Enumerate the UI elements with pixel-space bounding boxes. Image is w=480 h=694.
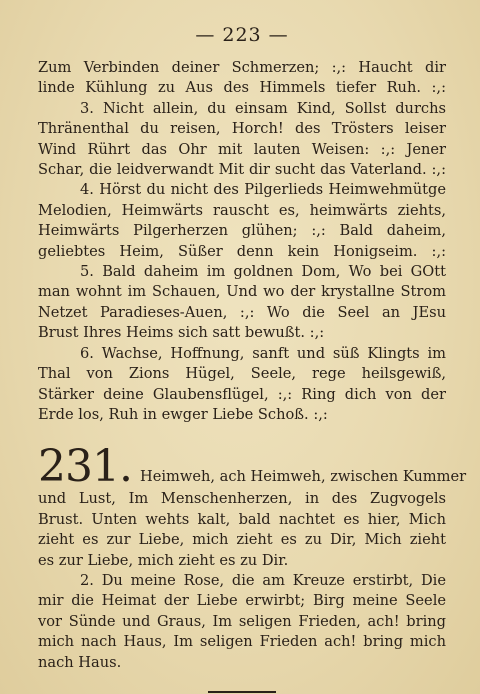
text-line: geliebtes Heim, Süßer denn kein Honigseim. :,: <box>38 242 446 260</box>
text-line: Zum Verbinden deiner Schmerzen; :,: Haucht dir <box>38 59 446 76</box>
text-line: Thränenthal du reisen, Horch! des Trösters leiser <box>38 120 446 138</box>
text-line: 2. Du meine Rose, die am Kreuze erstirbt, Die <box>80 571 446 589</box>
text-line: Netzet Paradieses-Auen, :,: Wo die Seel an JEsu <box>38 303 446 321</box>
hymn-first-line <box>38 441 467 493</box>
text-line: Wind Rührt das Ohr mit lauten Weisen: :,: Jener <box>38 140 446 158</box>
text-line: man wohnt im Schauen, Und wo der krystallne Strom <box>38 283 446 301</box>
text-line: Erde los, Ruh in ewger Liebe Schoß. :,: <box>38 405 328 423</box>
text-line: 6. Wachse, Hoffnung, sanft und süß Klingts im <box>80 344 446 362</box>
text-line: Stärker deine Glaubensflügel, :,: Ring dich von der <box>38 385 446 403</box>
text-line: mir die Heimat der Liebe erwirbt; Birg meine Seele <box>38 592 446 610</box>
text-line: 4. Hörst du nicht des Pilgerlieds Heimwehmütge <box>80 181 446 199</box>
text-line: linde Kühlung zu Aus des Himmels tiefer Ruh. :,: <box>38 79 446 97</box>
text-line: 3. Nicht allein, du einsam Kind, Sollst durchs <box>80 99 446 117</box>
text-line: Brust Ihres Heims sich satt bewußt. :,: <box>38 324 325 342</box>
text-line: vor Sünde und Graus, Im seligen Frieden, ach! bring <box>38 612 446 630</box>
text-line: mich nach Haus, Im seligen Frieden ach! bring mich <box>38 633 446 651</box>
text-line: zieht es zur Liebe, mich zieht es zu Dir, Mich zieht <box>38 531 446 549</box>
page-number: — 223 — <box>195 24 289 46</box>
hymn-incipit: Heimweh, ach Heimweh, zwischen Kummer <box>139 467 467 485</box>
hymn-number: 231. <box>38 441 132 493</box>
text-line: Melodien, Heimwärts rauscht es, heimwärts ziehts, <box>38 201 446 219</box>
end-rule <box>208 691 276 693</box>
text-line: 5. Bald daheim im goldnen Dom, Wo bei GOtt <box>80 263 446 281</box>
hymn-231 <box>38 441 467 673</box>
text-line: es zur Liebe, mich zieht es zu Dir. <box>38 551 289 569</box>
text-line: und Lust, Im Menschenherzen, in des Zugvogels <box>38 490 446 508</box>
text-line: Brust. Unten wehts kalt, bald nachtet es hier, Mich <box>38 510 446 528</box>
text-line: Thal von Zions Hügel, Seele, rege heilsgewiß, <box>38 365 446 383</box>
text-line: nach Haus. <box>38 653 122 671</box>
text-line: Heimwärts Pilgerherzen glühen; :,: Bald daheim, <box>38 222 446 240</box>
text-line: Schar, die leidverwandt Mit dir sucht das Vaterland. :,: <box>38 161 446 179</box>
hymn-230-continuation <box>38 58 446 425</box>
